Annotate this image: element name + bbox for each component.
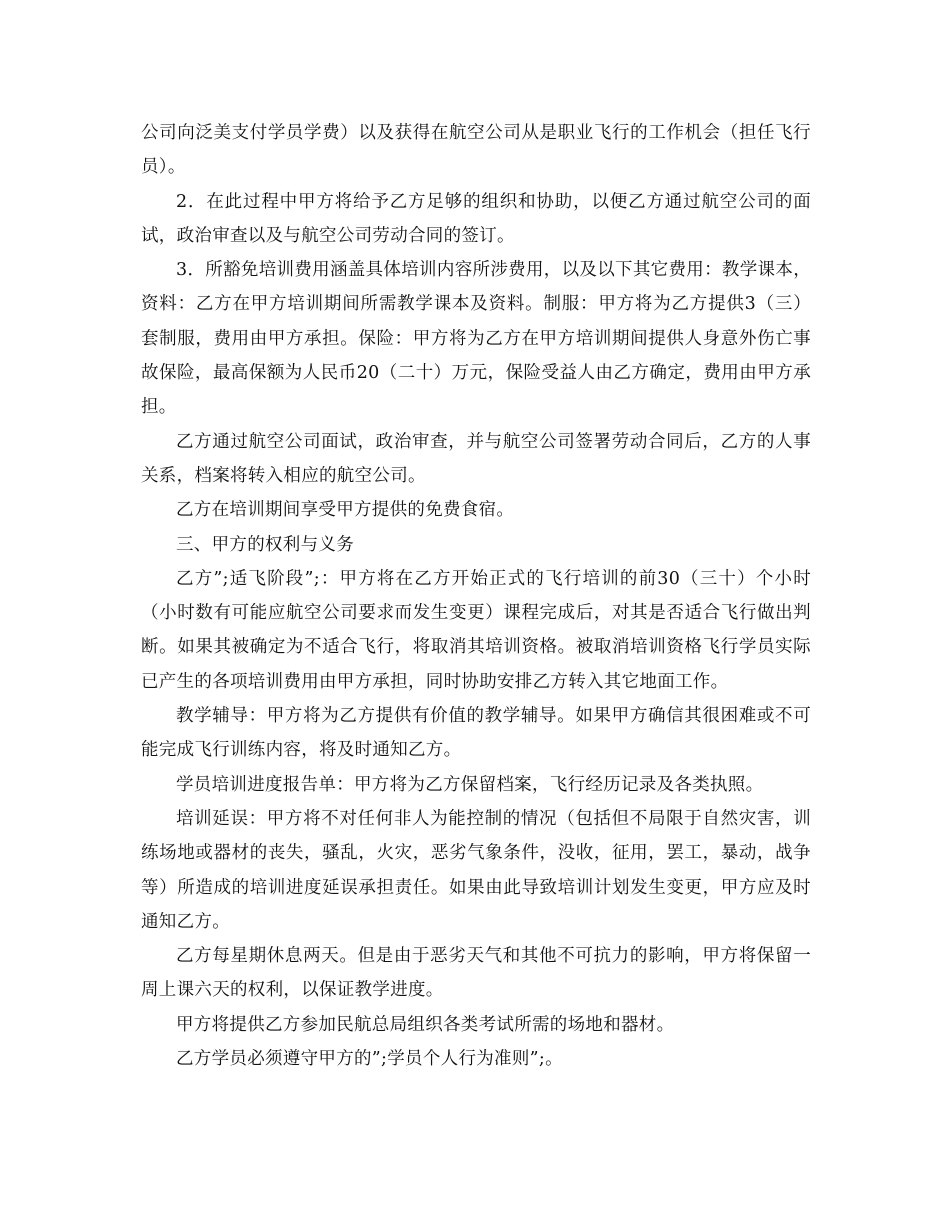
document-body: [141, 116, 811, 1076]
paragraph-10: 培训延误：甲方将不对任何非人为能控制的情况（包括但不局限于自然灾害，训练场地或器材的丧失，骚乱，火灾，恶劣气象条件，没收，征用，罢工，暴动，战争等）所造成的培训进度延误承担责任。如果由此导致培训计划发生变更，甲方应及时通知乙方。: [141, 808, 811, 932]
paragraph-13: 乙方学员必须遵守甲方的”;学员个人行为准则”;。: [176, 1049, 563, 1070]
paragraph-12: 甲方将提供乙方参加民航总局组织各类考试所需的场地和器材。: [176, 1014, 675, 1035]
paragraph-9: 学员培训进度报告单：甲方将为乙方保留档案，飞行经历记录及各类执照。: [176, 774, 764, 795]
section-heading: 三、甲方的权利与义务: [176, 534, 354, 555]
paragraph-7: 乙方”;适飞阶段”;：甲方将在乙方开始正式的飞行培训的前30（三十）个小时（小时数有可能应航空公司要求而发生变更）课程完成后，对其是否适合飞行做出判断。如果其被确定为不适合飞行，将取消其培训资格。被取消培训资格飞行学员实际已产生的各项培训费用由甲方承担，同时协助安排乙方转入其它地面工作。: [141, 568, 811, 692]
paragraph-8: 教学辅导：甲方将为乙方提供有价值的教学辅导。如果甲方确信其很困难或不可能完成飞行训练内容，将及时通知乙方。: [141, 706, 811, 761]
paragraph-1: 公司向泛美支付学员学费）以及获得在航空公司从是职业飞行的工作机会（担任飞行员）。: [141, 123, 811, 178]
paragraph-11: 乙方每星期休息两天。但是由于恶劣天气和其他不可抗力的影响，甲方将保留一周上课六天的权利，以保证教学进度。: [141, 946, 811, 1001]
paragraph-3: 3．所豁免培训费用涵盖具体培训内容所涉费用，以及以下其它费用：教学课本，资料：乙方在甲方培训期间所需教学课本及资料。制服：甲方将为乙方提供3（三）套制服，费用由甲方承担。保险：甲方将为乙方在甲方培训期间提供人身意外伤亡事故保险，最高保额为人民币20（二十）万元，保险受益人由乙方确定，费用由甲方承担。: [141, 260, 811, 418]
paragraph-5: 乙方在培训期间享受甲方提供的免费食宿。: [176, 500, 515, 521]
paragraph-2: 2．在此过程中甲方将给予乙方足够的组织和协助，以便乙方通过航空公司的面试，政治审查以及与航空公司劳动合同的签订。: [141, 191, 811, 246]
paragraph-4: 乙方通过航空公司面试，政治审查，并与航空公司签署劳动合同后，乙方的人事关系，档案将转入相应的航空公司。: [141, 431, 811, 486]
